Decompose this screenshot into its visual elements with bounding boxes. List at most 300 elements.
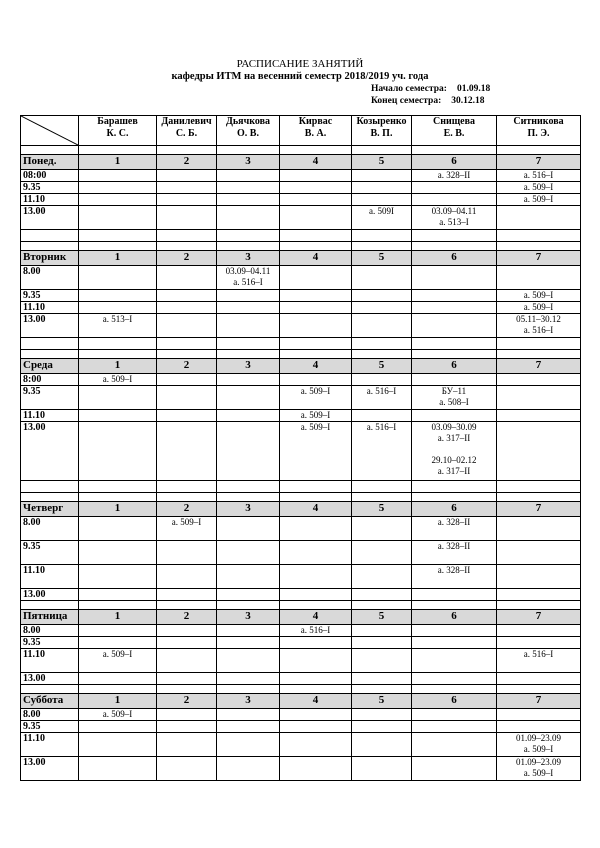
schedule-cell — [280, 673, 352, 685]
schedule-cell — [157, 589, 217, 601]
teacher-number: 7 — [497, 694, 581, 709]
teacher-number: 4 — [280, 694, 352, 709]
time-slot-row — [21, 422, 581, 481]
class-entry: а. 328–II — [437, 517, 471, 527]
class-entry: 01.09–23.09 — [516, 757, 561, 767]
schedule-cell — [280, 625, 352, 637]
schedule-cell — [79, 709, 157, 721]
class-entry: 03.09–04.11 — [225, 266, 271, 276]
schedule-cell — [217, 206, 280, 230]
schedule-cell — [412, 757, 497, 781]
class-entry: а. 509–I — [523, 290, 554, 300]
time-label: 11.10 — [21, 410, 79, 422]
schedule-cell — [352, 721, 412, 733]
schedule-cell — [412, 517, 497, 541]
class-entry: 01.09–23.09 — [516, 733, 561, 743]
schedule-cell — [280, 170, 352, 182]
schedule-cell — [352, 206, 412, 230]
semester-start — [371, 84, 490, 94]
schedule-cell — [352, 733, 412, 757]
teacher-initials: К. С. — [106, 128, 129, 139]
day-header-row — [21, 251, 581, 266]
teacher-number: 2 — [157, 155, 217, 170]
line-gap — [414, 444, 494, 455]
schedule-cell — [412, 374, 497, 386]
schedule-cell — [280, 721, 352, 733]
schedule-cell — [352, 589, 412, 601]
schedule-cell — [79, 230, 157, 242]
class-entry: а. 509–I — [300, 410, 331, 420]
teacher-number: 2 — [157, 359, 217, 374]
schedule-cell — [280, 302, 352, 314]
schedule-cell — [157, 541, 217, 565]
time-slot-row — [21, 338, 581, 350]
schedule-cell — [157, 673, 217, 685]
schedule-cell — [79, 625, 157, 637]
teacher-number: 3 — [217, 502, 280, 517]
class-entry: а. 509–I — [102, 649, 133, 659]
schedule-cell — [412, 733, 497, 757]
day-header-row — [21, 359, 581, 374]
time-label — [21, 481, 79, 493]
schedule-cell — [497, 649, 581, 673]
header-spacer-row — [21, 146, 581, 155]
teacher-number: 5 — [352, 502, 412, 517]
class-entry: 05.11–30.12 — [516, 314, 561, 324]
time-slot-row — [21, 386, 581, 410]
day-name: Понед. — [21, 155, 79, 170]
time-label: 11.10 — [21, 733, 79, 757]
teacher-initials: В. А. — [304, 128, 327, 139]
semester-end-value: 30.12.18 — [451, 96, 485, 106]
schedule-cell — [157, 410, 217, 422]
time-slot-row — [21, 230, 581, 242]
time-label: 9.35 — [21, 721, 79, 733]
schedule-cell — [280, 410, 352, 422]
class-entry: а. 509–I — [523, 302, 554, 312]
teacher-number: 4 — [280, 155, 352, 170]
teacher-number: 3 — [217, 610, 280, 625]
schedule-cell — [157, 709, 217, 721]
schedule-cell — [497, 721, 581, 733]
schedule-cell — [79, 386, 157, 410]
class-entry: а. 509–I — [171, 517, 202, 527]
day-name: Среда — [21, 359, 79, 374]
class-entry: а. 508–I — [439, 397, 469, 407]
teacher-number: 7 — [497, 251, 581, 266]
time-slot-row — [21, 266, 581, 290]
schedule-table — [20, 115, 581, 781]
schedule-cell — [497, 422, 581, 481]
day-spacer-row — [21, 685, 581, 694]
day-spacer-row — [21, 350, 581, 359]
schedule-cell — [217, 422, 280, 481]
schedule-cell — [79, 266, 157, 290]
class-entry: а. 509I — [369, 206, 394, 216]
teacher-number: 7 — [497, 502, 581, 517]
semester-end — [371, 96, 485, 106]
time-slot-row — [21, 757, 581, 781]
schedule-cell — [217, 589, 280, 601]
class-entry: а. 516–I — [523, 325, 554, 335]
schedule-cell — [412, 481, 497, 493]
semester-start-value: 01.09.18 — [456, 84, 491, 94]
time-label: 9.35 — [21, 637, 79, 649]
teacher-number: 7 — [497, 155, 581, 170]
schedule-cell — [217, 182, 280, 194]
schedule-cell — [497, 410, 581, 422]
teacher-number: 1 — [79, 359, 157, 374]
schedule-cell — [79, 673, 157, 685]
time-label: 13.00 — [21, 422, 79, 481]
schedule-cell — [79, 338, 157, 350]
teacher-number: 6 — [412, 155, 497, 170]
schedule-cell — [412, 673, 497, 685]
teacher-number: 4 — [280, 359, 352, 374]
class-entry: а. 513–I — [102, 314, 133, 324]
schedule-cell — [412, 589, 497, 601]
schedule-cell — [412, 422, 497, 481]
class-entry: а. 509–I — [523, 182, 554, 192]
schedule-cell — [280, 386, 352, 410]
teacher-header — [79, 116, 157, 146]
schedule-cell — [352, 709, 412, 721]
class-entry: а. 509–I — [523, 768, 554, 778]
time-label: 8.00 — [21, 517, 79, 541]
schedule-cell — [280, 733, 352, 757]
schedule-cell — [79, 374, 157, 386]
schedule-cell — [412, 206, 497, 230]
schedule-cell — [497, 589, 581, 601]
document-subtitle: кафедры ИТМ на весенний семестр 2018/2019 уч. года — [171, 71, 429, 82]
day-name: Четверг — [21, 502, 79, 517]
schedule-cell — [217, 709, 280, 721]
schedule-cell — [352, 194, 412, 206]
class-entry: а. 516–I — [523, 649, 554, 659]
diagonal-line — [21, 116, 78, 145]
teacher-number: 6 — [412, 359, 497, 374]
schedule-cell — [217, 230, 280, 242]
schedule-cell — [497, 290, 581, 302]
schedule-cell — [497, 194, 581, 206]
schedule-cell — [79, 721, 157, 733]
teacher-name: Ситникова — [513, 116, 564, 127]
teacher-number: 3 — [217, 251, 280, 266]
schedule-cell — [497, 374, 581, 386]
schedule-cell — [280, 266, 352, 290]
time-slot-row — [21, 194, 581, 206]
semester-start-label: Начало семестра: — [371, 84, 447, 94]
schedule-cell — [352, 517, 412, 541]
time-label: 8.00 — [21, 625, 79, 637]
class-entry: а. 328–II — [437, 541, 471, 551]
schedule-cell — [217, 649, 280, 673]
schedule-cell — [412, 302, 497, 314]
time-label — [21, 338, 79, 350]
time-label: 13.00 — [21, 589, 79, 601]
schedule-cell — [280, 314, 352, 338]
day-spacer-row — [21, 242, 581, 251]
schedule-cell — [352, 565, 412, 589]
schedule-cell — [412, 266, 497, 290]
schedule-cell — [217, 194, 280, 206]
schedule-cell — [217, 757, 280, 781]
teacher-header — [280, 116, 352, 146]
day-header-row — [21, 694, 581, 709]
schedule-cell — [79, 565, 157, 589]
teacher-number: 5 — [352, 155, 412, 170]
teacher-number: 3 — [217, 359, 280, 374]
schedule-cell — [157, 637, 217, 649]
schedule-cell — [157, 170, 217, 182]
schedule-cell — [217, 290, 280, 302]
schedule-cell — [497, 338, 581, 350]
schedule-cell — [79, 481, 157, 493]
schedule-cell — [497, 637, 581, 649]
teacher-number: 7 — [497, 359, 581, 374]
teacher-initials: П. Э. — [527, 128, 550, 139]
class-entry: а. 509–I — [300, 386, 331, 396]
schedule-cell — [497, 266, 581, 290]
time-slot-row — [21, 541, 581, 565]
teacher-name: Снищева — [432, 116, 476, 127]
day-header-row — [21, 502, 581, 517]
schedule-cell — [79, 290, 157, 302]
teacher-name: Дьячкова — [226, 116, 270, 127]
schedule-cell — [79, 517, 157, 541]
schedule-cell — [157, 266, 217, 290]
schedule-cell — [157, 422, 217, 481]
time-label: 8:00 — [21, 374, 79, 386]
schedule-cell — [497, 733, 581, 757]
time-label: 11.10 — [21, 194, 79, 206]
class-entry: а. 509–I — [102, 374, 133, 384]
time-slot-row — [21, 206, 581, 230]
teacher-number: 2 — [157, 610, 217, 625]
teacher-number: 6 — [412, 251, 497, 266]
schedule-cell — [352, 481, 412, 493]
schedule-cell — [352, 422, 412, 481]
schedule-cell — [412, 170, 497, 182]
schedule-cell — [352, 302, 412, 314]
schedule-cell — [79, 422, 157, 481]
schedule-cell — [79, 589, 157, 601]
schedule-cell — [280, 206, 352, 230]
schedule-cell — [497, 481, 581, 493]
schedule-cell — [412, 709, 497, 721]
time-slot-row — [21, 182, 581, 194]
time-label: 11.10 — [21, 565, 79, 589]
teacher-number: 6 — [412, 502, 497, 517]
schedule-cell — [412, 386, 497, 410]
schedule-cell — [217, 541, 280, 565]
time-label — [21, 230, 79, 242]
schedule-cell — [280, 649, 352, 673]
schedule-cell — [497, 170, 581, 182]
schedule-cell — [217, 374, 280, 386]
schedule-cell — [217, 637, 280, 649]
schedule-cell — [412, 649, 497, 673]
schedule-cell — [79, 170, 157, 182]
time-slot-row — [21, 481, 581, 493]
day-header-row — [21, 610, 581, 625]
teacher-number: 3 — [217, 155, 280, 170]
time-label: 13.00 — [21, 673, 79, 685]
teacher-number: 1 — [79, 251, 157, 266]
class-entry: а. 509–I — [102, 709, 133, 719]
schedule-cell — [217, 565, 280, 589]
schedule-cell — [79, 206, 157, 230]
time-slot-row — [21, 721, 581, 733]
schedule-cell — [497, 206, 581, 230]
schedule-cell — [497, 673, 581, 685]
schedule-cell — [352, 338, 412, 350]
schedule-cell — [79, 314, 157, 338]
schedule-cell — [280, 182, 352, 194]
schedule-cell — [157, 314, 217, 338]
schedule-cell — [217, 625, 280, 637]
day-name: Суббота — [21, 694, 79, 709]
schedule-cell — [280, 757, 352, 781]
teacher-header — [497, 116, 581, 146]
schedule-cell — [79, 410, 157, 422]
schedule-cell — [79, 637, 157, 649]
schedule-cell — [352, 625, 412, 637]
teacher-header — [412, 116, 497, 146]
time-slot-row — [21, 709, 581, 721]
corner-cell — [21, 116, 79, 146]
time-label: 9.35 — [21, 182, 79, 194]
class-entry: 03.09–30.09 — [431, 422, 477, 432]
schedule-cell — [280, 230, 352, 242]
schedule-cell — [412, 637, 497, 649]
time-slot-row — [21, 565, 581, 589]
schedule-cell — [157, 206, 217, 230]
time-label: 8.00 — [21, 709, 79, 721]
schedule-cell — [79, 182, 157, 194]
schedule-cell — [280, 481, 352, 493]
day-header-row — [21, 155, 581, 170]
schedule-cell — [412, 230, 497, 242]
time-label: 08:00 — [21, 170, 79, 182]
teacher-number: 3 — [217, 694, 280, 709]
schedule-cell — [352, 757, 412, 781]
schedule-cell — [157, 625, 217, 637]
schedule-cell — [352, 374, 412, 386]
schedule-cell — [157, 649, 217, 673]
schedule-body — [21, 155, 581, 781]
schedule-cell — [497, 757, 581, 781]
teacher-name: Кирвас — [298, 116, 333, 127]
schedule-cell — [79, 733, 157, 757]
time-label: 9.35 — [21, 541, 79, 565]
class-entry: 03.09–04.11 — [431, 206, 477, 216]
class-entry: а. 317–II — [437, 466, 471, 476]
document-title: РАСПИСАНИЕ ЗАНЯТИЙ — [236, 58, 364, 70]
teacher-number: 5 — [352, 251, 412, 266]
schedule-cell — [412, 565, 497, 589]
schedule-cell — [412, 625, 497, 637]
time-label: 11.10 — [21, 302, 79, 314]
time-slot-row — [21, 649, 581, 673]
class-entry: а. 328–II — [437, 565, 471, 575]
schedule-cell — [280, 194, 352, 206]
schedule-cell — [217, 673, 280, 685]
schedule-cell — [497, 565, 581, 589]
schedule-cell — [157, 338, 217, 350]
teacher-number: 2 — [157, 251, 217, 266]
schedule-cell — [352, 673, 412, 685]
schedule-cell — [352, 541, 412, 565]
schedule-cell — [280, 541, 352, 565]
schedule-cell — [352, 637, 412, 649]
schedule-cell — [497, 625, 581, 637]
schedule-cell — [217, 302, 280, 314]
class-entry: а. 509–I — [523, 744, 554, 754]
teacher-number: 1 — [79, 502, 157, 517]
teacher-header-row — [21, 116, 581, 146]
schedule-cell — [412, 338, 497, 350]
teacher-number: 6 — [412, 610, 497, 625]
time-slot-row — [21, 170, 581, 182]
schedule-cell — [280, 637, 352, 649]
class-entry: а. 513–I — [439, 217, 469, 227]
day-name: Пятница — [21, 610, 79, 625]
schedule-cell — [217, 170, 280, 182]
class-entry: БУ–11 — [441, 386, 467, 396]
teacher-number: 4 — [280, 251, 352, 266]
schedule-cell — [157, 374, 217, 386]
teacher-name: Барашев — [97, 116, 138, 127]
schedule-cell — [412, 721, 497, 733]
schedule-cell — [352, 649, 412, 673]
schedule-cell — [497, 302, 581, 314]
schedule-cell — [217, 266, 280, 290]
time-slot-row — [21, 302, 581, 314]
schedule-cell — [157, 517, 217, 541]
time-slot-row — [21, 673, 581, 685]
schedule-cell — [79, 194, 157, 206]
schedule-cell — [79, 302, 157, 314]
schedule-cell — [412, 410, 497, 422]
teacher-number: 2 — [157, 502, 217, 517]
schedule-cell — [217, 410, 280, 422]
schedule-cell — [157, 194, 217, 206]
teacher-initials: С. Б. — [175, 128, 198, 139]
schedule-cell — [79, 541, 157, 565]
teacher-number: 1 — [79, 155, 157, 170]
schedule-cell — [217, 721, 280, 733]
schedule-cell — [352, 290, 412, 302]
schedule-cell — [217, 517, 280, 541]
teacher-name: Данилевич — [161, 116, 212, 127]
schedule-cell — [280, 565, 352, 589]
day-name: Вторник — [21, 251, 79, 266]
schedule-cell — [217, 733, 280, 757]
schedule-cell — [352, 386, 412, 410]
schedule-cell — [280, 709, 352, 721]
teacher-initials: В. П. — [370, 128, 393, 139]
schedule-cell — [497, 709, 581, 721]
schedule-cell — [280, 374, 352, 386]
schedule-cell — [280, 290, 352, 302]
teacher-number: 5 — [352, 610, 412, 625]
time-slot-row — [21, 637, 581, 649]
class-entry: 29.10–02.12 — [431, 455, 477, 465]
class-entry: а. 516–I — [366, 386, 397, 396]
schedule-cell — [497, 314, 581, 338]
teacher-number: 6 — [412, 694, 497, 709]
